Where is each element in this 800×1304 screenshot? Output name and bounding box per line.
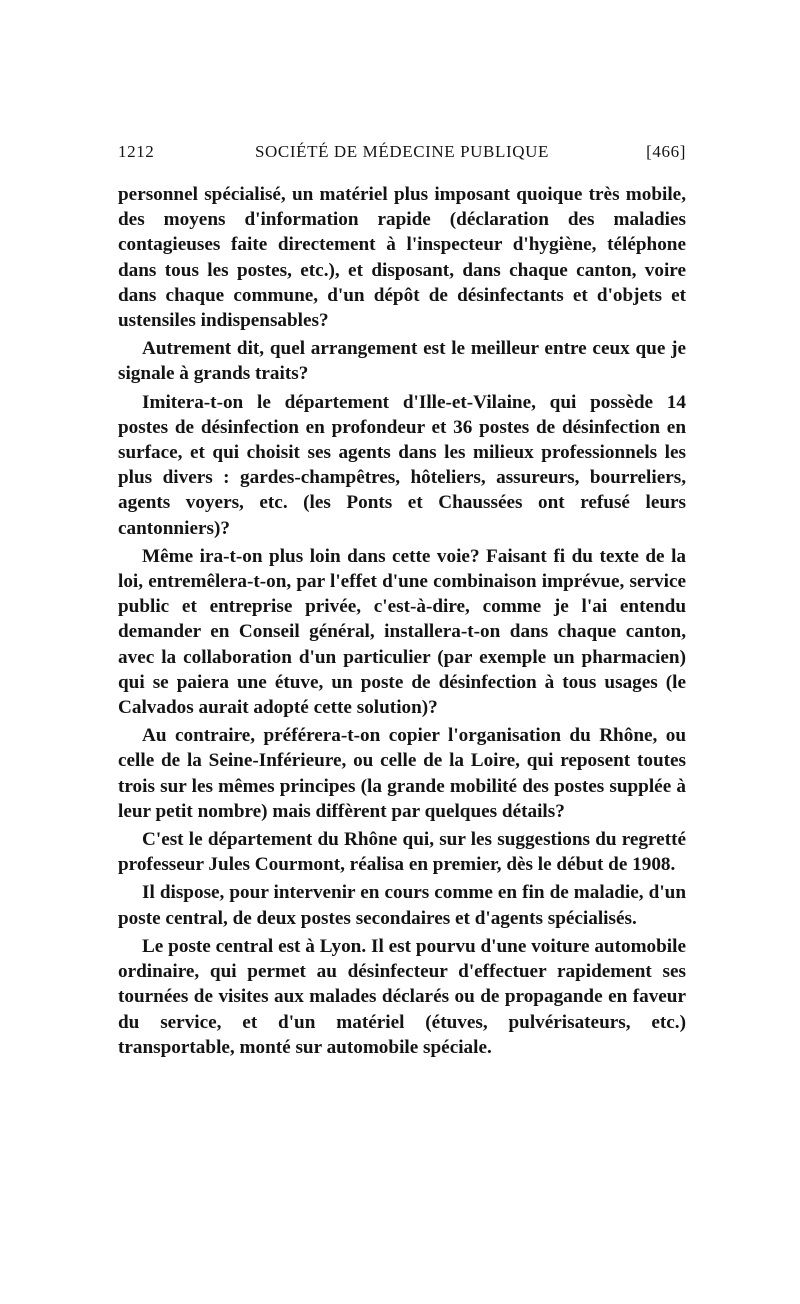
paragraph: Au contraire, préférera-t-on copier l'organisation du Rhône, ou celle de la Seine-Inférieure, ou celle de la Loire, qui reposent toutes trois sur les mêmes principes (la grande mobilité des postes supplée à leur petit nombre) mais diffèrent par quelques détails?	[118, 725, 686, 822]
paragraph: Même ira-t-on plus loin dans cette voie? Faisant fi du texte de la loi, entremêlera-t-on, par l'effet d'une combinaison imprévue, service public et entreprise privée, c'est-à-dire, comme je l'ai entendu demander en Conseil général, installera-t-on dans chaque canton, avec la collaboration d'un particulier (par exemple un pharmacien) qui se paiera une étuve, un poste de désinfection à tous usages (le Calvados aurait adopté cette solution)?	[118, 545, 686, 719]
body-text	[118, 182, 686, 1060]
running-head	[118, 142, 686, 170]
original-page-number: [466]	[646, 142, 686, 161]
book-page	[118, 142, 686, 1063]
page-number: 1212	[118, 142, 155, 161]
paragraph: Il dispose, pour intervenir en cours comme en fin de maladie, d'un poste central, de deux postes secondaires et d'agents spécialisés.	[118, 882, 686, 929]
journal-title: SOCIÉTÉ DE MÉDECINE PUBLIQUE	[255, 142, 549, 161]
paragraph: Imitera-t-on le département d'Ille-et-Vilaine, qui possède 14 postes de désinfection en profondeur et 36 postes de désinfection en surface, et qui choisit ses agents dans les milieux professionnels les plus divers : gardes-champêtres, hôteliers, assureurs, bourreliers, agents voyers, etc. (les Ponts et Chaussées ont refusé leurs cantonniers)?	[118, 391, 686, 539]
paragraph: C'est le département du Rhône qui, sur les suggestions du regretté professeur Jules Courmont, réalisa en premier, dès le début de 1908.	[118, 829, 686, 876]
paragraph: Autrement dit, quel arrangement est le meilleur entre ceux que je signale à grands traits?	[118, 338, 686, 385]
paragraph: Le poste central est à Lyon. Il est pourvu d'une voiture automobile ordinaire, qui permet au désinfecteur d'effectuer rapidement ses tournées de visites aux malades déclarés ou de propagande en faveur du service, et d'un matériel (étuves, pulvérisateurs, etc.) transportable, monté sur automobile spéciale.	[118, 935, 686, 1058]
paragraph-continued: personnel spécialisé, un matériel plus imposant quoique très mobile, des moyens d'information rapide (déclaration des maladies contagieuses faite directement à l'inspecteur d'hygiène, téléphone dans tous les postes, etc.), et disposant, dans chaque canton, voire dans chaque commune, d'un dépôt de désinfectants et d'objets et ustensiles indispensables?	[118, 184, 686, 332]
